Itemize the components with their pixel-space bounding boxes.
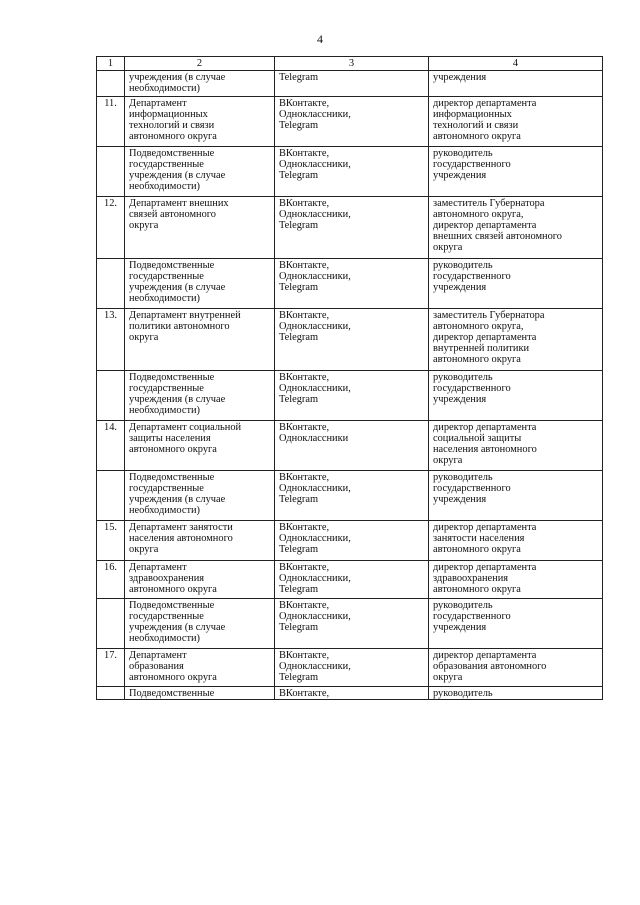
responsible-person-cell-text: руководитель — [433, 688, 493, 699]
organization-cell — [125, 599, 275, 649]
table-row — [97, 309, 603, 371]
social-networks-cell — [275, 97, 429, 147]
responsible-person-cell-text: директор департамента информационных технологий и связи автономного округа — [433, 98, 537, 142]
social-networks-cell — [275, 309, 429, 371]
responsible-person-cell — [429, 309, 603, 371]
organization-cell-text: учреждения (в случае необходимости) — [129, 72, 226, 94]
social-networks-cell-text: ВКонтакте, Одноклассники, Telegram — [279, 98, 351, 131]
responsible-person-cell — [429, 687, 603, 700]
row-number-text: 16. — [104, 562, 117, 573]
row-number — [97, 561, 125, 599]
responsible-person-cell — [429, 259, 603, 309]
responsible-person-cell — [429, 521, 603, 561]
table-row — [97, 599, 603, 649]
row-number — [97, 371, 125, 421]
organization-cell-text: Департамент внутренней политики автономного округа — [129, 310, 241, 343]
social-networks-cell — [275, 147, 429, 197]
responsible-person-cell — [429, 197, 603, 259]
table-row — [97, 259, 603, 309]
responsible-person-cell-text: руководитель государственного учреждения — [433, 148, 511, 181]
row-number — [97, 687, 125, 700]
organization-cell-text: Департамент здравоохранения автономного округа — [129, 562, 217, 595]
responsible-person-cell-text: руководитель государственного учреждения — [433, 372, 511, 405]
column-header-2: 2 — [125, 57, 275, 71]
organization-cell-text: Департамент внешних связей автономного округа — [129, 198, 229, 231]
social-networks-cell-text: ВКонтакте, Одноклассники, Telegram — [279, 562, 351, 595]
row-number-text: 17. — [104, 650, 117, 661]
organization-cell-text: Подведомственные государственные учреждения (в случае необходимости) — [129, 260, 226, 304]
responsible-person-cell — [429, 97, 603, 147]
table-body — [97, 71, 603, 700]
organization-cell — [125, 561, 275, 599]
social-networks-cell-text: ВКонтакте, Одноклассники, Telegram — [279, 148, 351, 181]
social-networks-cell — [275, 561, 429, 599]
social-networks-cell — [275, 421, 429, 471]
organization-cell — [125, 259, 275, 309]
row-number — [97, 521, 125, 561]
row-number — [97, 421, 125, 471]
organization-cell — [125, 97, 275, 147]
organization-cell — [125, 471, 275, 521]
row-number — [97, 97, 125, 147]
row-number — [97, 649, 125, 687]
organization-cell-text: Департамент занятости населения автономного округа — [129, 522, 233, 555]
organization-cell-text: Департамент информационных технологий и связи автономного округа — [129, 98, 217, 142]
table-row — [97, 561, 603, 599]
column-header-1: 1 — [97, 57, 125, 71]
responsible-person-cell-text: руководитель государственного учреждения — [433, 260, 511, 293]
organization-cell — [125, 371, 275, 421]
row-number-text: 12. — [104, 198, 117, 209]
responsible-person-cell-text: директор департамента социальной защиты населения автономного округа — [433, 422, 537, 466]
table-header-row — [97, 57, 603, 71]
organization-cell-text: Подведомственные — [129, 688, 215, 699]
responsible-person-cell-text: руководитель государственного учреждения — [433, 472, 511, 505]
row-number — [97, 147, 125, 197]
table-row — [97, 197, 603, 259]
responsible-person-cell — [429, 599, 603, 649]
social-networks-cell-text: ВКонтакте, Одноклассники, Telegram — [279, 310, 351, 343]
social-networks-cell-text: ВКонтакте, Одноклассники, Telegram — [279, 522, 351, 555]
responsible-person-cell-text: заместитель Губернатора автономного округа, директор департамента внутренней политики автономного округа — [433, 310, 545, 365]
organization-cell — [125, 421, 275, 471]
column-header-3: 3 — [275, 57, 429, 71]
social-networks-cell — [275, 71, 429, 97]
row-number — [97, 71, 125, 97]
organization-cell — [125, 649, 275, 687]
organization-cell — [125, 197, 275, 259]
organization-cell-text: Подведомственные государственные учреждения (в случае необходимости) — [129, 148, 226, 192]
row-number — [97, 471, 125, 521]
social-networks-cell-text: ВКонтакте, Одноклассники, Telegram — [279, 372, 351, 405]
social-networks-cell — [275, 599, 429, 649]
organization-cell — [125, 687, 275, 700]
responsible-person-cell — [429, 421, 603, 471]
row-number — [97, 599, 125, 649]
organization-cell — [125, 147, 275, 197]
social-networks-cell-text: ВКонтакте, — [279, 688, 330, 699]
channels-table — [96, 56, 603, 700]
social-networks-cell-text: ВКонтакте, Одноклассники, Telegram — [279, 198, 351, 231]
table-row — [97, 521, 603, 561]
responsible-person-cell — [429, 471, 603, 521]
responsible-person-cell — [429, 371, 603, 421]
table-row — [97, 97, 603, 147]
social-networks-cell — [275, 649, 429, 687]
row-number — [97, 197, 125, 259]
responsible-person-cell-text: учреждения — [433, 72, 487, 83]
page-number: 4 — [317, 32, 323, 46]
responsible-person-cell — [429, 649, 603, 687]
responsible-person-cell — [429, 561, 603, 599]
row-number — [97, 259, 125, 309]
row-number-text: 15. — [104, 522, 117, 533]
social-networks-cell-text: Telegram — [279, 72, 319, 83]
social-networks-cell-text: ВКонтакте, Одноклассники, Telegram — [279, 260, 351, 293]
responsible-person-cell — [429, 71, 603, 97]
table-row — [97, 371, 603, 421]
organization-cell-text: Подведомственные государственные учреждения (в случае необходимости) — [129, 600, 226, 644]
organization-cell-text: Департамент образования автономного округа — [129, 650, 217, 683]
social-networks-cell-text: ВКонтакте, Одноклассники, Telegram — [279, 650, 351, 683]
row-number-text: 13. — [104, 310, 117, 321]
social-networks-cell-text: ВКонтакте, Одноклассники, Telegram — [279, 472, 351, 505]
row-number-text: 11. — [104, 98, 117, 109]
row-number-text: 14. — [104, 422, 117, 433]
responsible-person-cell-text: директор департамента здравоохранения автономного округа — [433, 562, 537, 595]
table-row — [97, 71, 603, 97]
organization-cell-text: Подведомственные государственные учреждения (в случае необходимости) — [129, 372, 226, 416]
column-header-4: 4 — [429, 57, 603, 71]
social-networks-cell — [275, 259, 429, 309]
social-networks-cell-text: ВКонтакте, Одноклассники — [279, 422, 349, 444]
social-networks-cell-text: ВКонтакте, Одноклассники, Telegram — [279, 600, 351, 633]
row-number — [97, 309, 125, 371]
social-networks-cell — [275, 371, 429, 421]
organization-cell-text: Подведомственные государственные учреждения (в случае необходимости) — [129, 472, 226, 516]
organization-cell — [125, 309, 275, 371]
social-networks-cell — [275, 687, 429, 700]
table-row — [97, 471, 603, 521]
table-row — [97, 687, 603, 700]
responsible-person-cell-text: руководитель государственного учреждения — [433, 600, 511, 633]
organization-cell — [125, 71, 275, 97]
table-row — [97, 147, 603, 197]
responsible-person-cell — [429, 147, 603, 197]
responsible-person-cell-text: заместитель Губернатора автономного округа, директор департамента внешних связей автономного округа — [433, 198, 562, 253]
organization-cell-text: Департамент социальной защиты населения автономного округа — [129, 422, 242, 455]
social-networks-cell — [275, 471, 429, 521]
responsible-person-cell-text: директор департамента занятости населения автономного округа — [433, 522, 537, 555]
table-row — [97, 649, 603, 687]
table-row — [97, 421, 603, 471]
social-networks-cell — [275, 197, 429, 259]
social-networks-cell — [275, 521, 429, 561]
organization-cell — [125, 521, 275, 561]
responsible-person-cell-text: директор департамента образования автономного округа — [433, 650, 547, 683]
